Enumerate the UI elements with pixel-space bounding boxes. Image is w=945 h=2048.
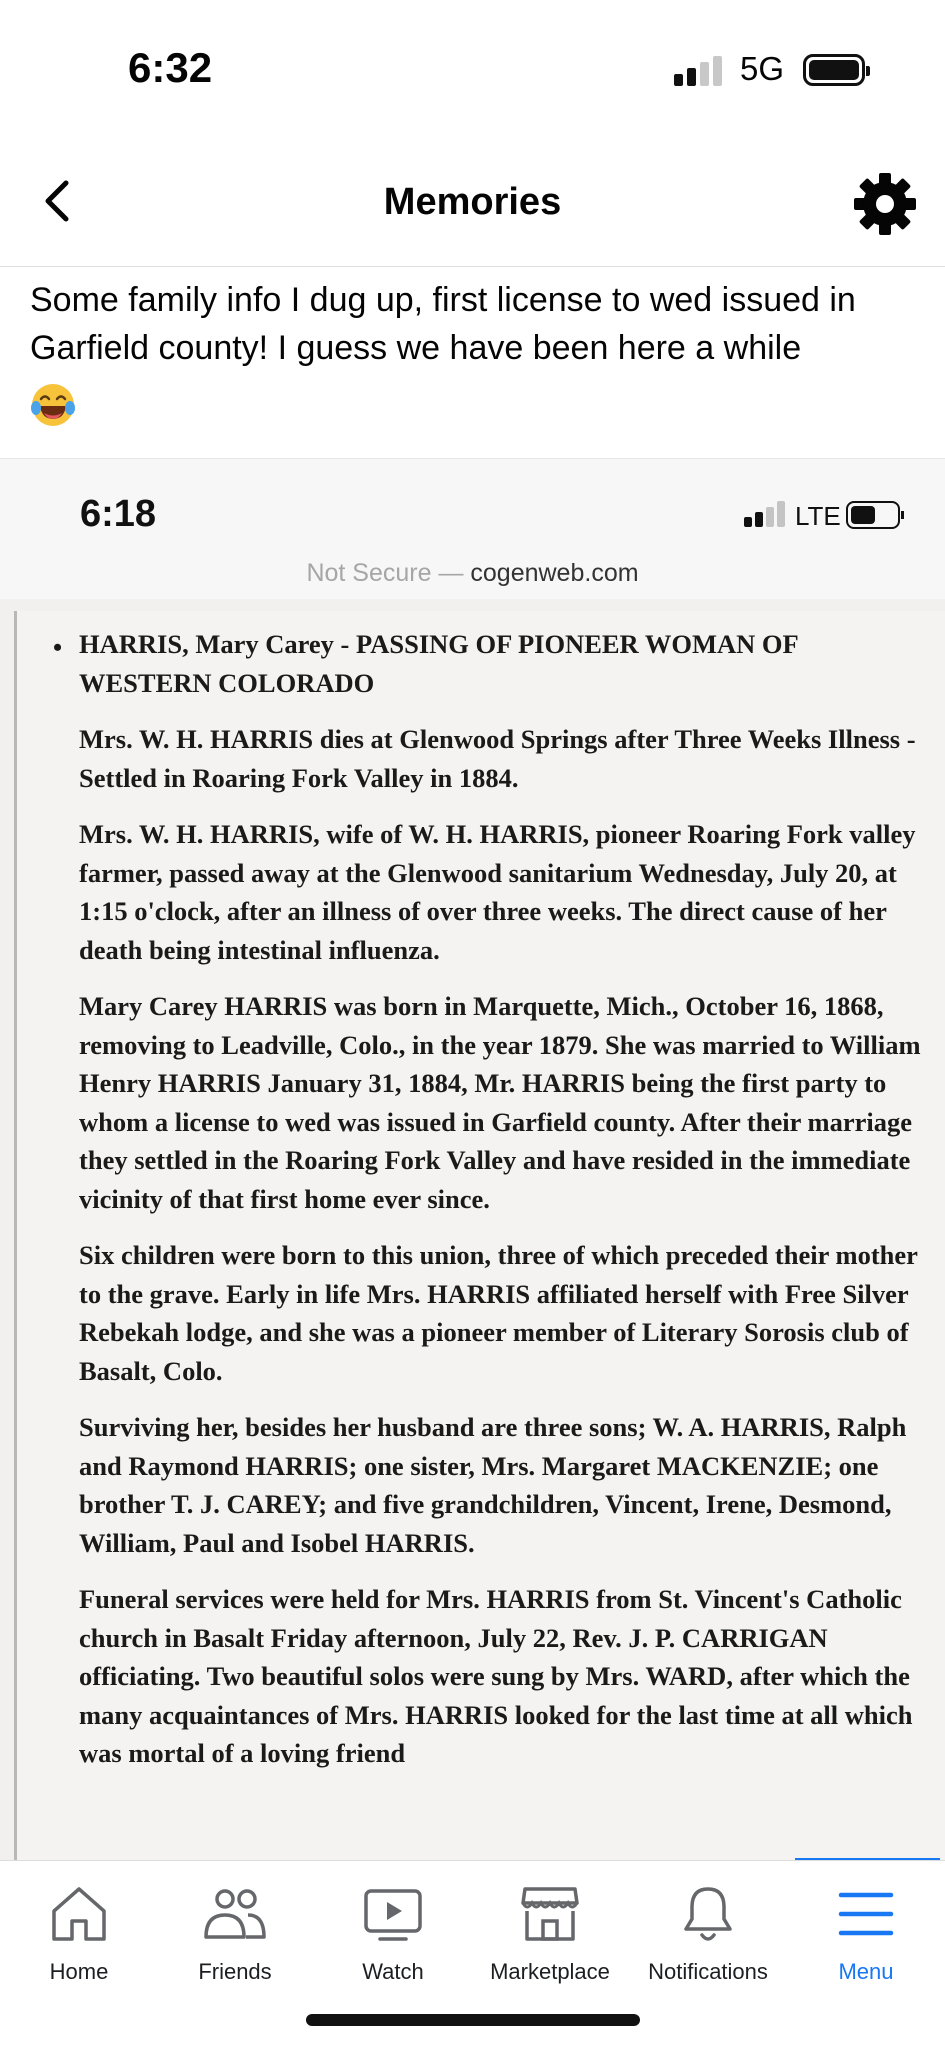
article-headline: HARRIS, Mary Carey - PASSING OF PIONEER WOMAN OF WESTERN COLORADO (79, 629, 798, 698)
tab-label: Home (49, 1959, 109, 1984)
photo-url-host: cogenweb.com (470, 559, 639, 587)
article-paragraph: Six children were born to this union, three of which preceded their mother to the grave. Early in life Mrs. HARRIS affiliated herself with Free Silver Rebekah lodge, and she was a pioneer member of Literary Sorosis club of Basalt, Colo. (79, 1240, 918, 1386)
photo-url-prefix: Not Secure — (306, 559, 471, 587)
photo-network-label: LTE (795, 501, 841, 531)
watch-icon (360, 1883, 426, 1945)
friends-icon (202, 1883, 268, 1945)
home-icon (46, 1883, 112, 1945)
tab-watch[interactable] (314, 1883, 472, 1993)
settings-button[interactable] (852, 171, 918, 237)
tab-label: Notifications (648, 1959, 768, 1984)
tab-home[interactable] (0, 1883, 158, 1993)
article-paragraph: Mary Carey HARRIS was born in Marquette, Mich., October 16, 1868, removing to Leadville, Colo., in the year 1879. She was married to William Henry HARRIS January 31, 1884, Mr. HARRIS being the first party to whom a license to wed was issued in Garfield county. After their marriage they settled in the Roaring Fork Valley and have resided in the immediate vicinity of that first home ever since. (79, 991, 921, 1214)
article-paragraph: Funeral services were held for Mrs. HARRIS from St. Vincent's Catholic church in Basalt Friday afternoon, July 22, Rev. J. P. CARRIGAN officiating. Two beautiful solos were sung by Mrs. WARD, after which the many acquaintances of Mrs. HARRIS looked for the last time at all which was mortal of a loving friend (79, 1584, 913, 1768)
laughing-emoji-icon (30, 382, 76, 428)
photo-url-bar (0, 559, 945, 588)
tab-label: Marketplace (490, 1959, 610, 1984)
tab-label: Menu (838, 1959, 894, 1984)
post-photo[interactable] (0, 458, 945, 1860)
article-paragraph: Surviving her, besides her husband are three sons; W. A. HARRIS, Ralph and Raymond HARRIS; one sister, Mrs. Margaret MACKENZIE; one brother T. J. CAREY; and five grandchildren, Vincent, Irene, Desmond, William, Paul and Isobel HARRIS. (79, 1412, 907, 1558)
status-time: 6:32 (128, 44, 213, 91)
photo-battery-icon (846, 501, 900, 529)
signal-icon (674, 56, 722, 86)
tab-menu[interactable] (787, 1883, 945, 1993)
post-text (30, 276, 910, 428)
tab-label: Friends (198, 1959, 272, 1984)
page-title: Memories (383, 181, 562, 223)
home-indicator[interactable] (306, 2014, 640, 2026)
photo-status-bar (0, 459, 945, 599)
photo-signal-icon (744, 501, 788, 527)
photo-status-time: 6:18 (80, 493, 157, 535)
network-label: 5G (740, 50, 785, 87)
bullet-dot: • (53, 633, 63, 662)
menu-icon (833, 1883, 899, 1945)
article-paragraph: Mrs. W. H. HARRIS dies at Glenwood Springs after Three Weeks Illness - Settled in Roaring Fork Valley in 1884. (79, 724, 916, 793)
marketplace-icon (517, 1883, 583, 1945)
post-body: Some family info I dug up, first license to wed issued in Garfield county! I guess we have been here a while (30, 281, 856, 367)
tab-friends[interactable] (156, 1883, 314, 1993)
nav-header (0, 135, 945, 267)
battery-icon (803, 54, 865, 86)
tab-marketplace[interactable] (471, 1883, 629, 1993)
tab-label: Watch (362, 1959, 424, 1984)
article-paragraph: Mrs. W. H. HARRIS, wife of W. H. HARRIS, pioneer Roaring Fork valley farmer, passed away at the Glenwood sanitarium Wednesday, July 20, at 1:15 o'clock, after an illness of over three weeks. The direct cause of her death being intestinal influenza. (79, 819, 916, 965)
tab-notifications[interactable] (629, 1883, 787, 1993)
bell-icon (675, 1883, 741, 1945)
status-bar (0, 0, 945, 135)
gear-icon (852, 171, 918, 237)
photo-article (14, 611, 945, 1860)
